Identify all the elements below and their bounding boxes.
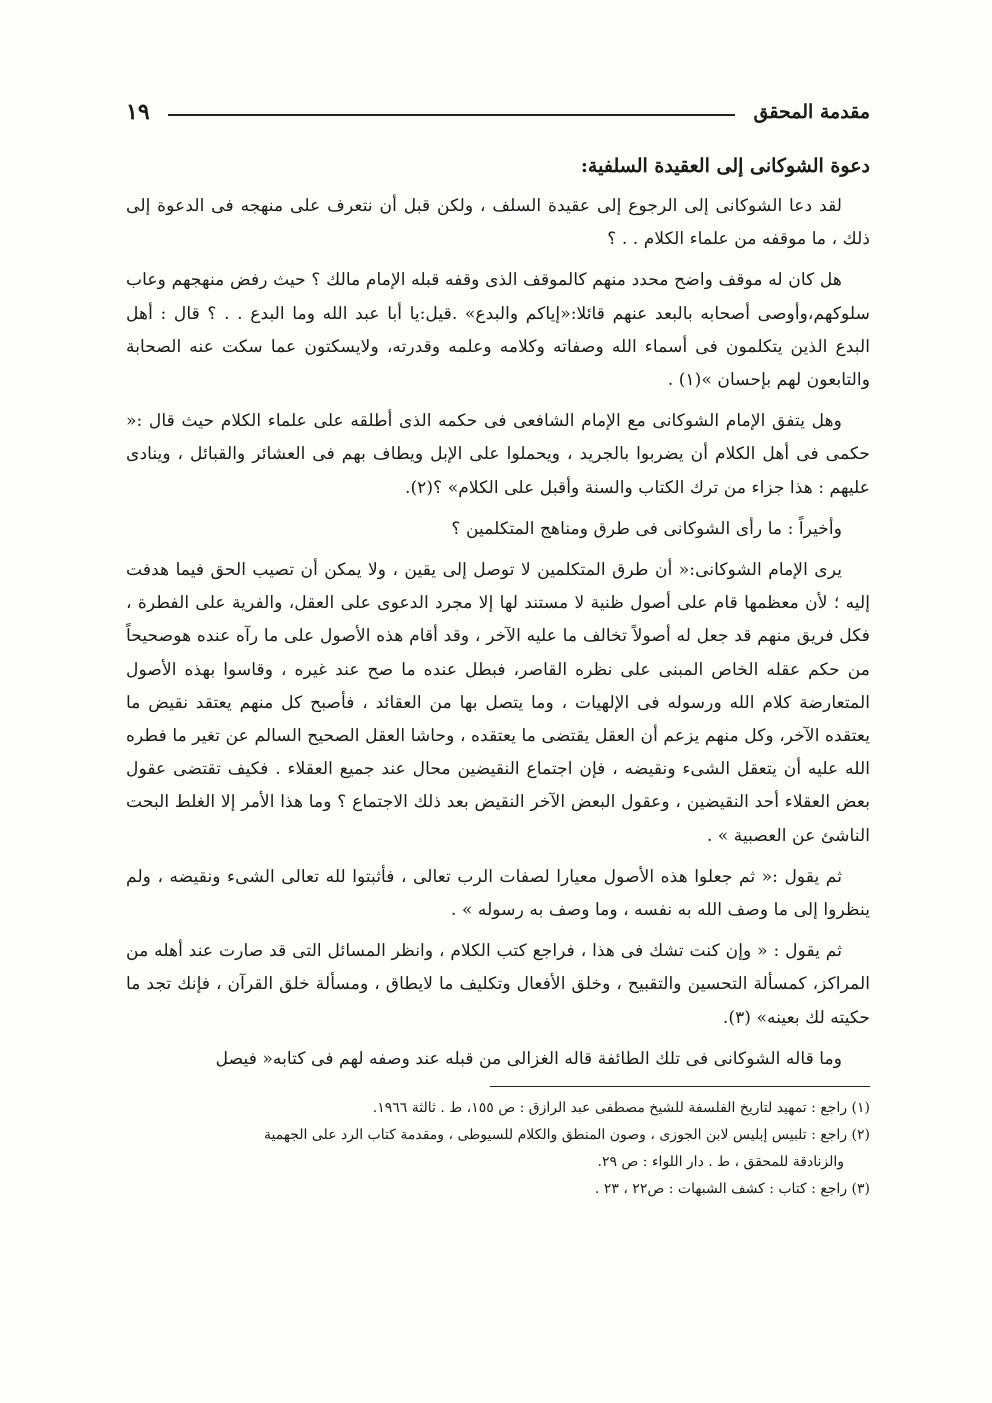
running-title: مقدمة المحقق bbox=[753, 101, 870, 123]
paragraph-question: وأخيراً : ما رأى الشوكانى فى طرق ومناهج المتكلمين ؟ bbox=[451, 518, 842, 539]
paragraph-quote-3: ثم يقول : « وإن كنت تشك فى هذا ، فراجع كتب الكلام ، وانظر المسائل التى قد صارت عند أهله من المراكز، كمسألة التحسين والتقبيح ، وخلق الأفعال وتكليف ما لايطاق ، ومسألة خلق القرآن ، فإنك تجد ما حكيته لك بعينه» (٣). bbox=[126, 941, 870, 1028]
paragraph-ghazali: وما قاله الشوكانى فى تلك الطائفة قاله الغزالى من قبله عند وصفه لهم فى كتابه« فيصل bbox=[215, 1048, 842, 1069]
page-number: ١٩ bbox=[126, 99, 150, 125]
footnote-3 bbox=[126, 1176, 870, 1203]
footnote-3-text: (٣) راجع : كتاب : كشف الشبهات : ص٢٢ ، ٢٣ . bbox=[594, 1181, 870, 1198]
paragraph-malik: هل كان له موقف واضح محدد منهم كالموقف الذى وقفه قبله الإمام مالك ؟ حيث رفض منهجهم وعاب سلوكهم،وأوصى أصحابه بالبعد عنهم قائلا:«إياكم والبدع» .قيل:يا أبا عبد الله وما البدع . . ؟ قال : أهل البدع الذين يتكلمون فى أسماء الله وصفاته وكلامه وعلمه وقدرته، ولايسكتون عما سكت عنه الصحابة والتابعون لهم بإحسان »(١) . bbox=[126, 270, 870, 391]
footnote-2-text: (٢) راجع : تلبيس إبليس لابن الجوزى ، وصون المنطق والكلام للسيوطى ، ومقدمة كتاب الرد على الجهمية bbox=[263, 1127, 870, 1144]
footnote-2-continuation: والزنادقة للمحقق ، ط . دار اللواء : ص ٢٩. bbox=[597, 1154, 844, 1171]
paragraph-shawkani-view: يرى الإمام الشوكانى:« أن طرق المتكلمين لا توصل إلى يقين ، ولا يمكن أن تصيب الحق فيما هدفت إليه ؛ لأن معظمها قام على أصول ظنية لا مستند لها إلا مجرد الدعوى على العقل، والفرية على الفطرة ، فكل فريق منهم قد جعل له أصولاً تخالف ما عليه الآخر ، وقد أقام هذه الأصول على ما رآه عنده هوصحيحاً من حكم عقله الخاص المبنى على نظره القاصر، فبطل عنده ما صح عند غيره ، وقاسوا بهذه الأصول المتعارضة كلام الله ورسوله فى الإلهيات ، وما يتصل بها من العقائد ، فأصبح كل منهم يعتقد نقيض ما يعتقده الآخر، وكل منهم يزعم أن العقل يقتضى ما يعتقده ، وحاشا العقل الصحيح السالم عن تغير ما فطره الله عليه أن يتعقل الشىء ونقيضه ، فإن اجتماع النقيضين محال عند جميع العقلاء . فكيف تقتضى عقول بعض العقلاء أحد النقيضين ، وعقول البعض الآخر النقيض بعد ذلك الاجتماع ؟ وما هذا الأمر إلا الغلط البحت الناشئ عن العصبية » . bbox=[126, 560, 870, 846]
footnote-separator bbox=[490, 1086, 870, 1087]
section-title: دعوة الشوكانى إلى العقيدة السلفية: bbox=[580, 155, 870, 177]
footnote-1-text: (١) راجع : تمهيد لتاريخ الفلسفة للشيخ مصطفى عبد الرازق : ص ١٥٥، ط . ثالثة ١٩٦٦. bbox=[372, 1100, 870, 1117]
header-rule bbox=[168, 114, 736, 116]
footnote-1 bbox=[126, 1095, 870, 1122]
running-header bbox=[126, 92, 870, 132]
paragraph-quote-2: ثم يقول :« ثم جعلوا هذه الأصول معيارا لصفات الرب تعالى ، فأثبتوا لله تعالى الشىء ونقيضه ، ولم ينظروا إلى ما وصف الله به نفسه ، وما وصف به رسوله » . bbox=[126, 866, 870, 921]
footnote-2 bbox=[126, 1122, 870, 1176]
paragraph-intro: لقد دعا الشوكانى إلى الرجوع إلى عقيدة السلف ، ولكن قبل أن نتعرف على منهجه فى الدعوة إلى ذلك ، ما موقفه من علماء الكلام . . ؟ bbox=[126, 196, 870, 250]
paragraph-shafii: وهل يتفق الإمام الشوكانى مع الإمام الشافعى فى حكمه الذى أطلقه على علماء الكلام حيث قال :« حكمى فى أهل الكلام أن يضربوا بالجريد ، ويحملوا على الإبل ويطاف بهم فى العشائر والقبائل ، وينادى عليهم : هذا جزاء من ترك الكتاب والسنة وأقبل على الكلام» ؟(٢). bbox=[126, 411, 870, 498]
